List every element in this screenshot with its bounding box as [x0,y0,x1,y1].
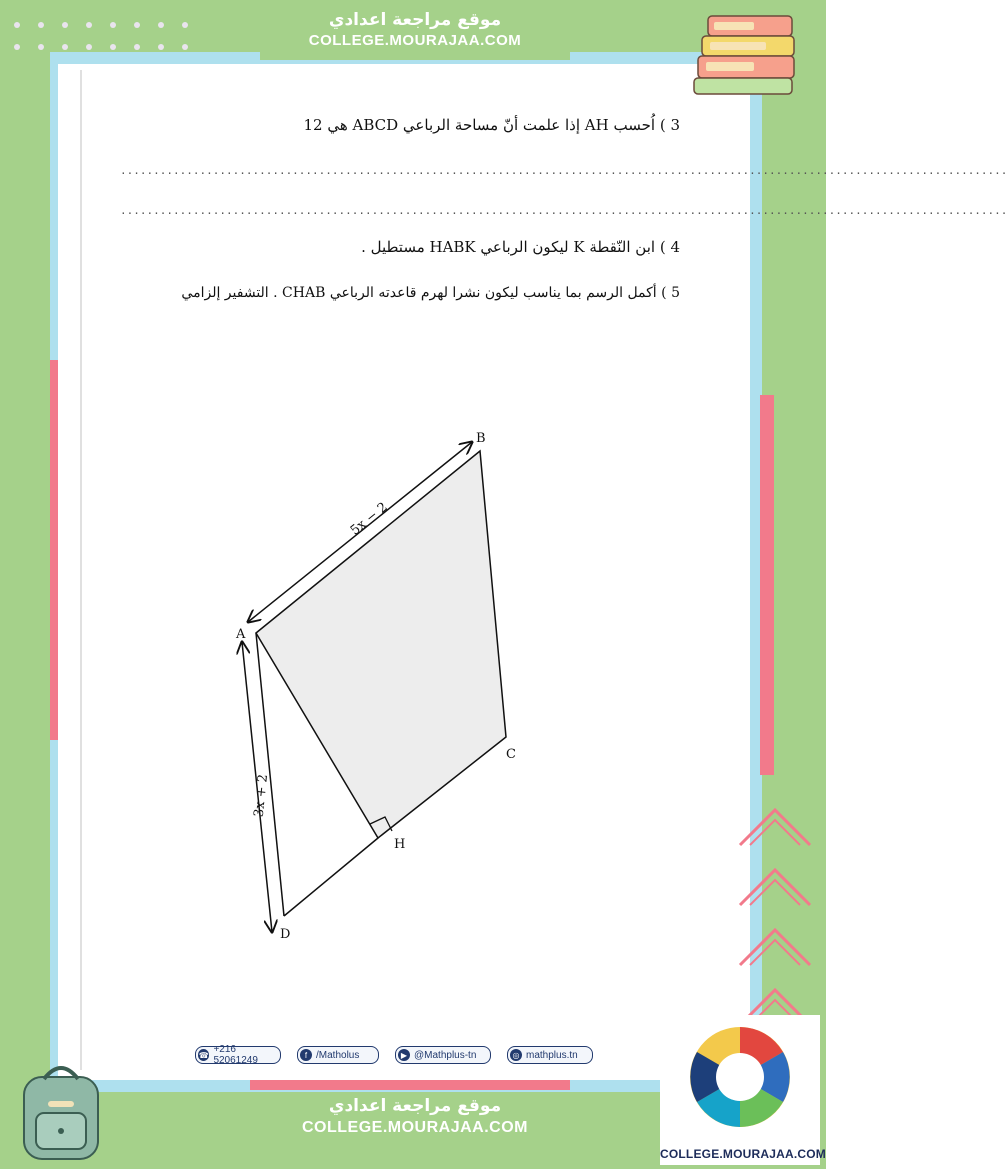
footer-site-tag [270,1090,560,1150]
right-pink-stripe [760,395,774,775]
social-whatsapp-text: +216 52061249 [213,1044,258,1066]
chevron-up-icon [730,790,820,1040]
books-icon [690,10,810,100]
dimension-label-ab: 5x − 2 [347,499,391,539]
backpack-icon [6,1055,116,1165]
answer-line-2[interactable]: ...................................................................................................................................... [120,204,1007,217]
social-website[interactable] [507,1046,593,1064]
social-facebook-text: /Matholus [316,1049,360,1061]
label-point-a: A [236,627,246,642]
label-point-h: H [394,837,406,852]
answer-line-1[interactable]: ...................................................................................................................................... [120,164,1007,177]
question-3-number: 3 ) [659,116,680,134]
social-whatsapp[interactable] [195,1046,281,1064]
logo-wheel-icon [660,1015,820,1143]
decorative-dots [10,18,210,58]
social-website-text: mathplus.tn [526,1049,578,1061]
segment-dh [284,838,378,916]
footer-site-url[interactable]: COLLEGE.MOURAJAA.COM [302,1119,528,1136]
header-site-tag [260,6,570,60]
header-site-url[interactable]: COLLEGE.MOURAJAA.COM [308,32,522,49]
social-youtube-text: @Mathplus-tn [414,1049,477,1061]
label-point-d: D [280,927,291,942]
question-4-number: 4 ) [659,238,680,256]
footer-site-arabic: موقع مراجعة اعدادي [328,1096,502,1116]
question-5 [150,285,680,301]
youtube-icon: ▶ [398,1049,410,1061]
question-3 [280,116,680,134]
logo-caption: COLLEGE.MOURAJAA.COM [660,1147,826,1161]
question-3-text: اُحسب AH إذا علمت أنّ مساحة الرباعي ABCD هي 12 [303,116,656,134]
label-point-b: B [476,431,486,446]
question-4 [330,238,680,256]
question-5-number: 5 ) [661,285,680,301]
social-youtube[interactable] [395,1046,491,1064]
social-bar [195,1046,595,1066]
question-5-text: أكمل الرسم بما يناسب ليكون نشرا لهرم قاعدته الرباعي CHAB . التشفير إلزامي [181,285,657,301]
whatsapp-icon: ☎ [198,1050,209,1060]
question-4-text: ابن النّقطة K ليكون الرباعي HABK مستطيل . [361,238,656,256]
header-site-arabic: موقع مراجعة اعدادي [328,10,502,30]
label-point-c: C [506,747,516,762]
social-facebook[interactable] [297,1046,379,1064]
logo-block [660,1015,826,1165]
dimension-label-ad: 3x + 2 [251,773,272,818]
geometry-figure [200,420,560,960]
facebook-icon: f [300,1049,312,1061]
globe-icon: ◎ [510,1049,522,1061]
